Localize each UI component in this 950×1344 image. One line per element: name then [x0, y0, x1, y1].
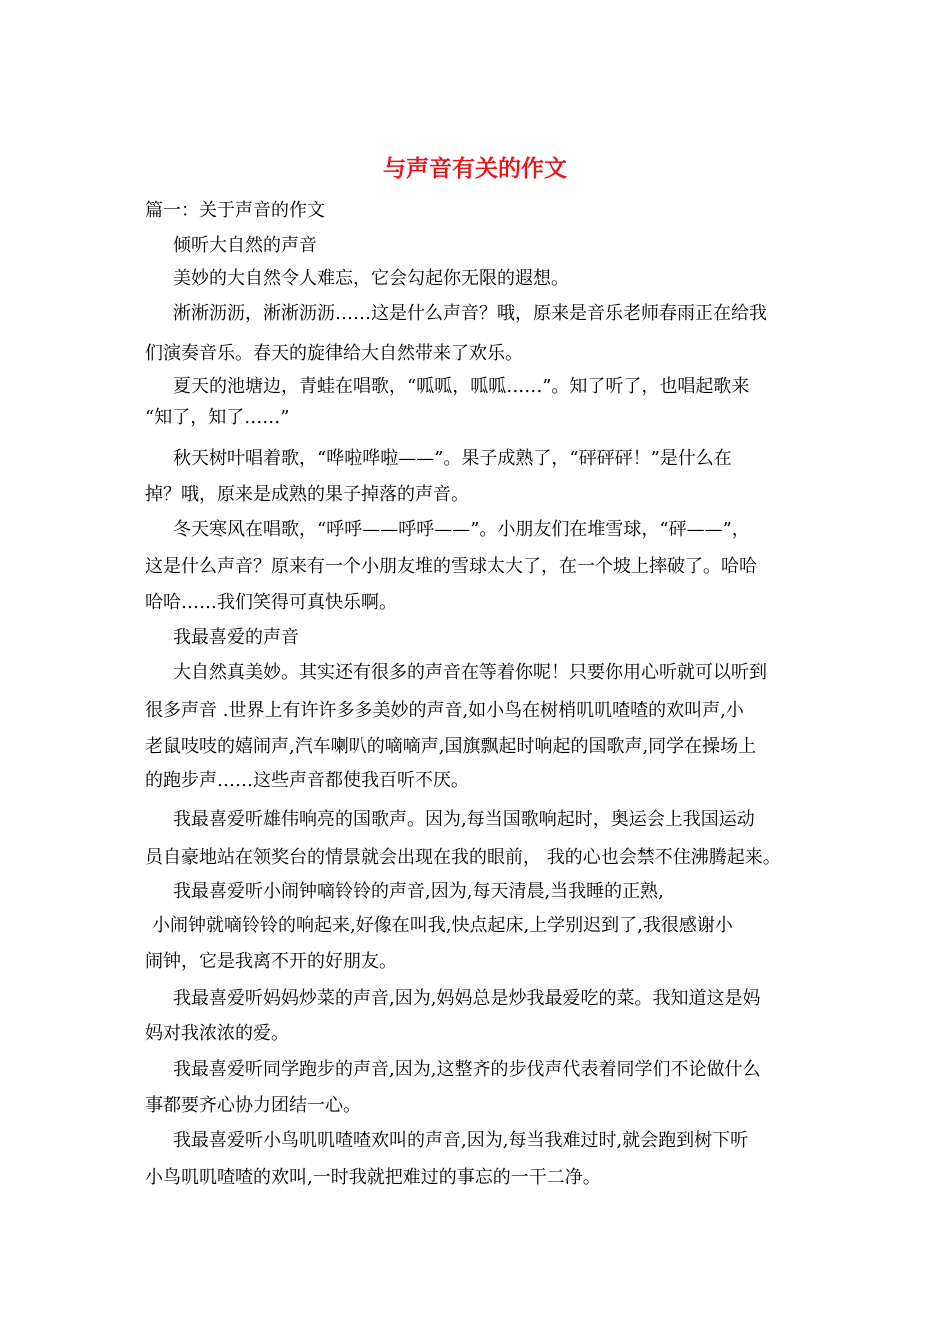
paragraph-line: 妈对我浓浓的爱。: [145, 1023, 289, 1044]
paragraph-line: 我最喜爱听小闹钟嘀铃铃的声音,因为,每天清晨,当我睡的正熟,: [173, 881, 664, 902]
paragraph-line: 们演奏音乐。春天的旋律给大自然带来了欢乐。: [145, 343, 523, 364]
paragraph-line: 的跑步声……这些声音都使我百听不厌。: [145, 770, 469, 791]
paragraph-line: 我最喜爱听雄伟响亮的国歌声。因为,每当国歌响起时，奥运会上我国运动: [173, 809, 755, 830]
paragraph-line: 我最喜爱听妈妈炒菜的声音,因为,妈妈总是炒我最爱吃的菜。我知道这是妈: [173, 988, 761, 1009]
paragraph-line: 哈哈……我们笑得可真快乐啊。: [145, 592, 397, 613]
paragraph-line: “知了，知了……”: [145, 407, 290, 428]
paragraph-line: 我最喜爱听小鸟叽叽喳喳欢叫的声音,因为,每当我难过时,就会跑到树下听: [173, 1130, 749, 1151]
paragraph-line: 闹钟，它是我离不开的好朋友。: [145, 951, 397, 972]
paragraph-line: 大自然真美妙。其实还有很多的声音在等着你呢！只要你用心听就可以听到: [173, 662, 767, 683]
paragraph-line: 冬天寒风在唱歌，“呼呼——呼呼——”。小朋友们在堆雪球，“砰——”，: [173, 519, 750, 540]
page-title: 与声音有关的作文: [383, 155, 567, 182]
essay-title: 我最喜爱的声音: [173, 627, 299, 648]
paragraph-line: 员自豪地站在领奖台的情景就会出现在我的眼前， 我的心也会禁不住沸腾起来。: [145, 847, 781, 868]
section-heading: 篇一：关于声音的作文: [145, 200, 325, 221]
paragraph-line: 秋天树叶唱着歌，“哗啦哗啦——”。果子成熟了，“砰砰砰！”是什么在: [173, 448, 732, 469]
paragraph-line: 淅淅沥沥，淅淅沥沥……这是什么声音？哦，原来是音乐老师春雨正在给我: [173, 303, 767, 324]
paragraph-line: 老鼠吱吱的嬉闹声,汽车喇叭的嘀嘀声,国旗飘起时响起的国歌声,同学在操场上: [145, 736, 757, 757]
paragraph-line: 很多声音 .世界上有许许多多美妙的声音,如小鸟在树梢叽叽喳喳的欢叫声,小: [145, 700, 744, 721]
paragraph-line: 掉？哦，原来是成熟的果子掉落的声音。: [145, 484, 469, 505]
paragraph-line: 事都要齐心协力团结一心。: [145, 1095, 361, 1116]
paragraph-line: 夏天的池塘边，青蛙在唱歌，“呱呱，呱呱……”。知了听了，也唱起歌来: [173, 376, 750, 397]
paragraph-line: 小闹钟就嘀铃铃的响起来,好像在叫我,快点起床,上学别迟到了,我很感谢小: [152, 915, 733, 936]
paragraph-line: 这是什么声音？原来有一个小朋友堆的雪球太大了，在一个坡上摔破了。哈哈: [145, 556, 757, 577]
essay-title: 倾听大自然的声音: [173, 235, 317, 256]
paragraph-line: 小鸟叽叽喳喳的欢叫,一时我就把难过的事忘的一干二净。: [145, 1167, 601, 1188]
paragraph-line: 我最喜爱听同学跑步的声音,因为,这整齐的步伐声代表着同学们不论做什么: [173, 1059, 761, 1080]
paragraph-line: 美妙的大自然令人难忘，它会勾起你无限的遐想。: [173, 268, 569, 289]
